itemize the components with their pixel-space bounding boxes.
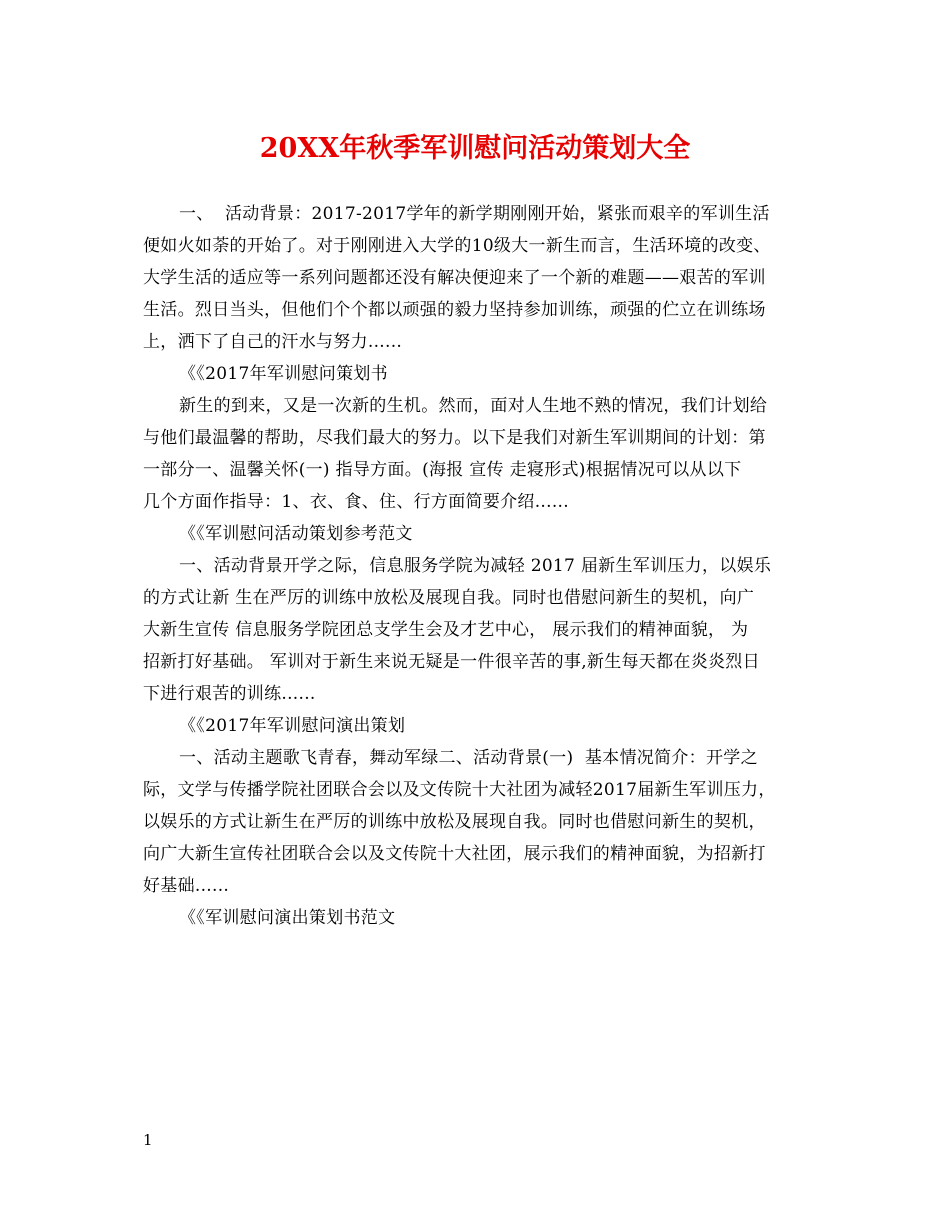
document-title: 20XX年秋季军训慰问活动策划大全 [259,133,691,164]
text-line: 新生的到来，又是一次新的生机。然而，面对人生地不熟的情况，我们计划给 [179,396,768,416]
text-line: 《《军训慰问演出策划书范文 [179,908,396,928]
text-line: 向广大新生宣传社团联合会以及文传院十大社团，展示我们的精神面貌，为招新打 [143,844,766,864]
text-line: 《《2017年军训慰问策划书 [179,364,388,384]
text-line: 生活。烈日当头，但他们个个都以顽强的毅力坚持参加训练，顽强的伫立在训练场 [143,300,766,320]
text-line: 《《军训慰问活动策划参考范文 [179,524,413,544]
text-line: 与他们最温馨的帮助，尽我们最大的努力。以下是我们对新生军训期间的计划：第 [143,428,766,448]
text-line: 大学生活的适应等一系列问题都还没有解决便迎来了一个新的难题——艰苦的军训 [143,268,766,288]
text-line: 一、活动背景开学之际，信息服务学院为减轻 2017 届新生军训压力，以娱乐 [179,556,772,576]
document-body [143,198,833,934]
text-line: 下进行艰苦的训练...... [143,684,316,704]
text-line: 好基础...... [143,876,230,896]
text-line: 招新打好基础。 军训对于新生来说无疑是一件很辛苦的事,新生每天都在炎炎烈日 [143,652,760,672]
text-line: 一、活动主题歌飞青春，舞动军绿二、活动背景(一) 基本情况简介：开学之 [179,748,758,768]
text-line: 便如火如荼的开始了。对于刚刚进入大学的10级大一新生而言，生活环境的改变、 [143,236,771,256]
text-line: 以娱乐的方式让新生在严厉的训练中放松及展现自我。同时也借慰问新生的契机， [143,812,766,832]
text-line: 际，文学与传播学院社团联合会以及文传院十大社团为减轻2017届新生军训压力， [143,780,776,800]
text-line: 一、 活动背景：2017-2017学年的新学期刚刚开始，紧张而艰辛的军训生活 [179,204,770,224]
page-number: 1 [143,1131,153,1149]
text-line: 大新生宣传 信息服务学院团总支学生会及才艺中心， 展示我们的精神面貌， 为 [143,620,749,640]
text-line: 几个方面作指导：1、衣、食、住、行方面简要介绍...... [143,492,569,512]
text-line: 一部分一、温馨关怀(一) 指导方面。(海报 宣传 走寝形式)根据情况可以从以下 [143,460,742,480]
text-line: 《《2017年军训慰问演出策划 [179,716,406,736]
text-line: 的方式让新 生在严厉的训练中放松及展现自我。同时也借慰问新生的契机，向广 [143,588,755,608]
text-line: 上，洒下了自己的汗水与努力...... [143,332,403,352]
